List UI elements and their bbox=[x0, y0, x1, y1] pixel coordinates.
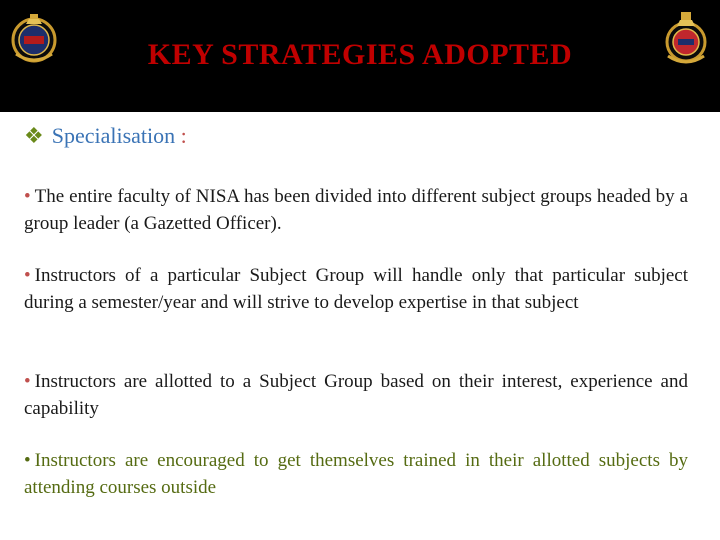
section-heading-text: Specialisation bbox=[51, 123, 176, 148]
bullet: • bbox=[24, 450, 31, 471]
bullet: • bbox=[24, 265, 31, 286]
page-title: KEY STRATEGIES ADOPTED bbox=[147, 38, 573, 71]
point-text: Instructors of a particular Subject Group will handle only that particular subject during a semester/year and will strive to develop expertise in that subject bbox=[24, 265, 688, 313]
point-3 bbox=[24, 368, 688, 422]
point-1 bbox=[24, 183, 688, 237]
header-bar bbox=[0, 0, 720, 112]
point-4 bbox=[24, 447, 688, 501]
diamond-bullet-icon: ❖ bbox=[24, 123, 44, 148]
bullet: • bbox=[24, 186, 31, 207]
point-2 bbox=[24, 262, 688, 316]
bullet: • bbox=[24, 371, 31, 392]
police-emblem-icon bbox=[658, 10, 714, 71]
point-text: The entire faculty of NISA has been divided into different subject groups headed by a group leader (a Gazetted Officer). bbox=[24, 186, 688, 234]
point-text: Instructors are encouraged to get themselves trained in their allotted subjects by attending courses outside bbox=[24, 450, 688, 498]
section-heading-colon: : bbox=[180, 123, 187, 148]
section-heading bbox=[24, 123, 187, 149]
point-text: Instructors are allotted to a Subject Group based on their interest, experience and capability bbox=[24, 371, 688, 419]
